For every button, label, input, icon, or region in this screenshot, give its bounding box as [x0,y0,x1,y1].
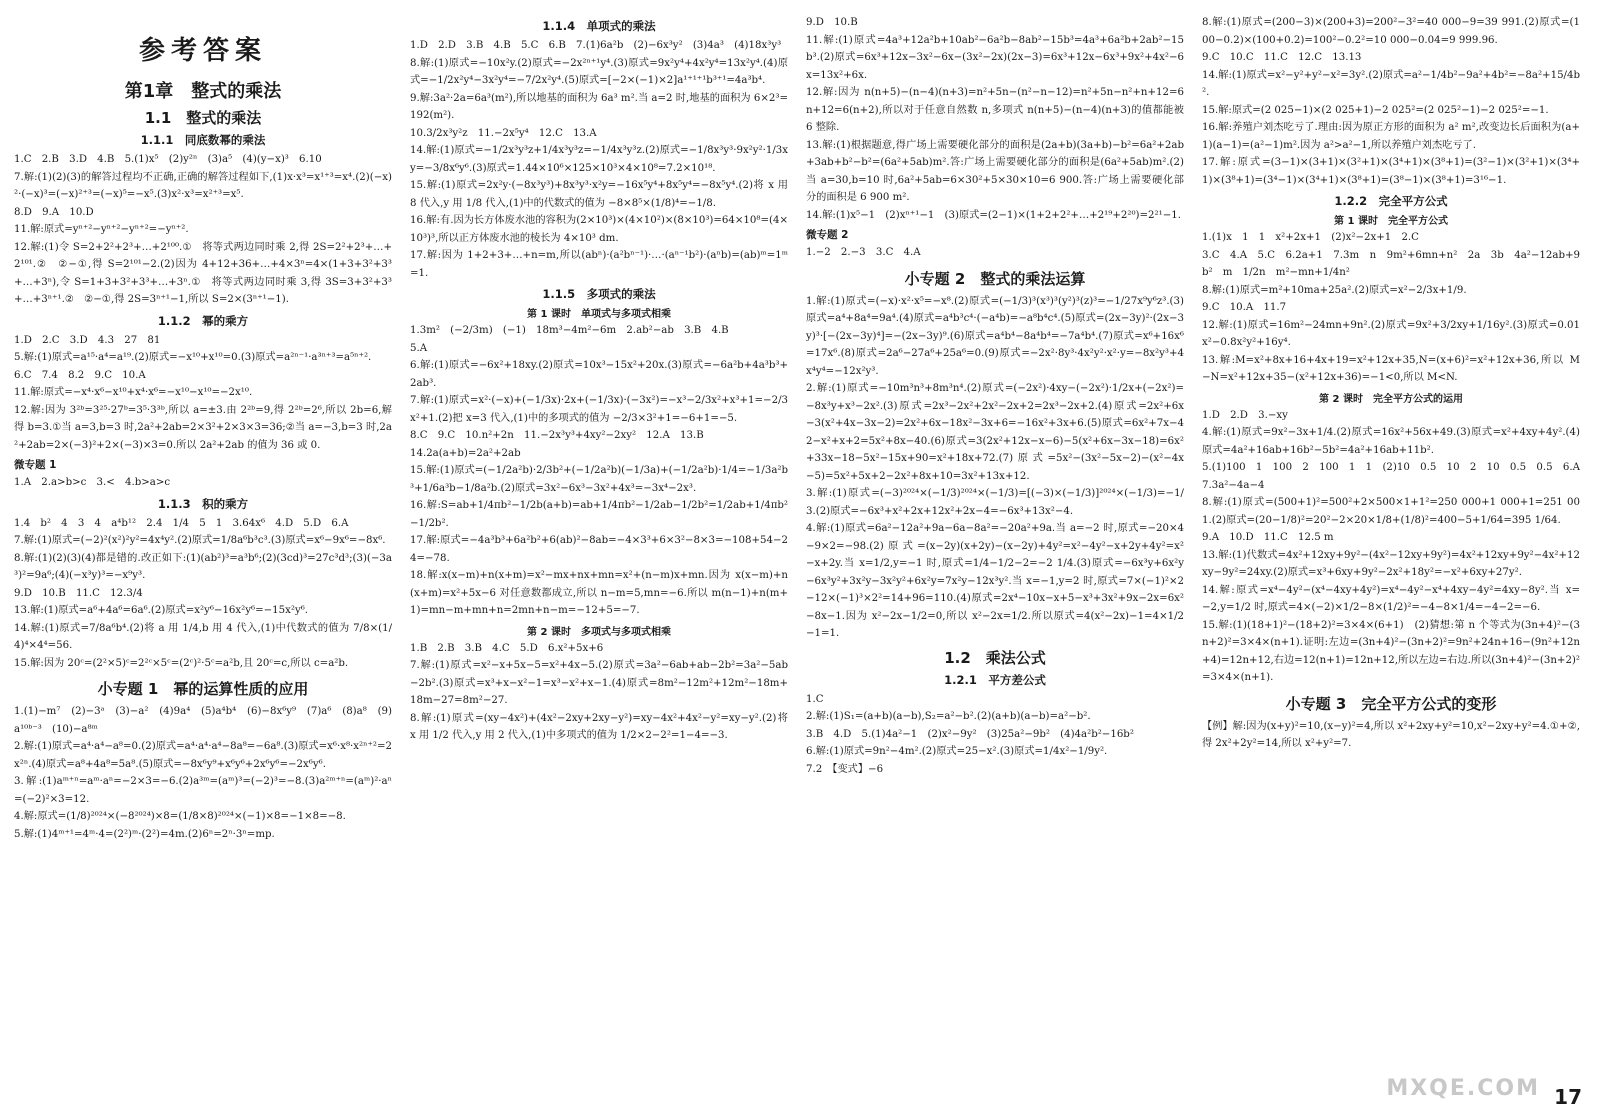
answer-column-2 [410,14,788,1104]
answer-line: 4.解:(1)原式=6a²−12a²+9a−6a−8a²=−20a²+9a.当 a=−2 时,原式=−20×4−9×2=−98.(2)原式=(x−2y)(x+2y)−(x−2y)+4y²=x²−4y²−x+2y+4y²=x²−x+2y.当 x=1/2,y=−1 时,原式=1/4−1/2−2=−2 1/4.(3)原式=−6x³y+6x²y−6x³y²+3x²y−3x²y²+6x²y=7x²y−12x³y².当 x=−1,y=2 时,原式=7×(−1)²×2−12×(−1)³×2²=14+96=110.(4)原式=2x⁴−10x−x+5−x³+3x²+9x−2x=6x²−8x−1.因为 x²−2x−1/2=0,所以 x²−2x=1/2.所以原式=4(x²−2x)−1=4×1/2−1=1. [806,523,1184,639]
micro-topic-heading: 微专题 1 [14,459,57,471]
subsection-heading: 1.2.1 平方差公式 [944,672,1046,687]
answer-line: 1.(1)−m⁷ (2)−3ᵃ (3)−a² (4)9a⁴ (5)a⁴b⁴ (6)−8x⁶y⁹ (7)a⁶ (8)a⁸ (9)a¹⁰ᵇ⁻³ (10)−a⁸ᵐ [14,706,392,735]
subsection-heading: 1.1.2 幂的乘方 [157,313,249,328]
answer-line: 13.解:(1)代数式=4x²+12xy+9y²−(4x²−12xy+9y²)=4x²+12xy+9y²−4x²+12xy−9y²=24xy.(2)原式=x³+6xy+9y²−2x²+18y²=−x²+6xy+27y². [1202,549,1580,578]
answer-line: 17.解:原式=−4a³b³+6a²b²+6(ab)²−8ab=−4×3³+6×3²−8×3=−108+54−24=−78. [410,535,788,564]
micro-topic-heading: 微专题 2 [806,229,849,241]
answer-line: 8.解:(1)原式=(200−3)×(200+3)=200²−3²=40 000−9=39 991.(2)原式=(100−0.2)×(100+0.2)=100²−0.2²=10 000−0.04=9 999.96. [1202,17,1580,46]
answer-line: 8.解:(1)原式=m²+10ma+25a².(2)原式=x²−2/3x+1/9. [1202,284,1467,296]
answer-line: 11.解:原式=−x⁴·x⁶−x¹⁰+x⁴·x⁶=−x¹⁰−x¹⁰=−2x¹⁰. [14,387,253,398]
answer-line: 2.解:(1)S₁=(a+b)(a−b),S₂=a²−b².(2)(a+b)(a−b)=a²−b². [806,711,1091,722]
answer-line: 5.A [410,342,428,354]
answer-line: 2.解:(1)原式=a⁴·a⁴−a⁸=0.(2)原式=a⁴·a⁴·a⁴−8a⁸=−6a⁸.(3)原式=x⁶·x⁸·x²ⁿ⁺²=2x²ⁿ.(4)原式=a⁸+4a⁸=5a⁸.(5)原式=−8x⁶y⁹+x⁶y⁶+2x⁶y⁶=−2x⁶y⁶. [14,741,392,770]
answer-line: 1.A 2.a>b>c 3.< 4.b>a>c [14,477,171,488]
answer-line: 12.解:(1)原式=16m²−24mn+9n².(2)原式=9x²+3/2xy+1/16y².(3)原式=0.01x²−0.8x²y²+16y⁴. [1202,319,1580,348]
answer-line: 9.解:3a²·2a=6a³(m²),所以地基的面积为 6a³ m².当 a=2 时,地基的面积为 6×2³=192(m²). [410,92,788,121]
answer-line: 15.解:(1)(18+1)²−(18+2)²=3×4×(6+1) (2)猜想:第 n 个等式为(3n+4)²−(3n+2)²=3×4×(n+1).证明:左边=(3n+4)²−(3n+2)²=9n²+24n+16−(9n²+12n+4)=12n+12,右边=12(n+1)=12n+12,所以左边=右边.所以(3n+4)²−(3n+2)²=3×4×(n+1). [1202,619,1580,683]
special-topic-heading: 小专题 3 完全平方公式的变形 [1285,694,1497,713]
answer-line: 2.解:(1)原式=−10m³n³+8m³n⁴.(2)原式=(−2x²)·4xy−(−2x²)·1/2x+(−2x²)=−8x³y+x³−2x².(3)原式=2x³−2x²+2x²−2x+2=2x³−2x+2.(4)原式=2x²+6x−3(x²+4x−3x−2)=2x²+6x−18x²−3x+6=−16x²+3x+6.(5)原式=6x²+7x−42−x²+x+2=5x²+8x−40.(6)原式=3(2x²+12x−x−6)−5(x²+6x−3x−18)=6x²+33x−18−5x²−15x+90=x²+18x+72.(7)原式=5x²−(3x²−5x−2)−(x²−4x−5)=5x²+5x+2−2x²+8x+10=3x²+13x+12. [806,383,1184,482]
answer-line: 1.C 2.B 3.D 4.B 5.(1)x⁵ (2)y²ⁿ (3)a⁵ (4)(y−x)³ 6.10 [14,154,322,165]
answer-line: 1.D 2.C 3.D 4.3 27 81 [14,334,161,346]
answer-line: 1.(1)x 1 1 x²+2x+1 (2)x²−2x+1 2.C [1202,232,1419,243]
answer-line: 14.解:(1)原式=x²−y²+y²−x²=3y².(2)原式=a²−1/4b²−9a²+4b²=−8a²+15/4b². [1202,69,1580,98]
answer-line: 7.解:(1)原式=(−2)²(x²)²y²=4x⁴y².(2)原式=1/8a⁶b³c³.(3)原式=x⁶−9x⁶=−8x⁶. [14,535,386,546]
answer-line: 1.4 b² 4 3 4 a⁴b¹² 2.4 1/4 5 1 3.64x⁶ 4.D 5.D 6.A [14,517,349,529]
answer-line: 7.解:(1)(2)(3)的解答过程均不正确,正确的解答过程如下,(1)x·x³=x¹⁺³=x⁴.(2)(−x)²·(−x)³=(−x)²⁺³=(−x)⁵=−x⁵.(3)x²·x³=x²⁺³=x⁵. [14,171,392,200]
lesson-heading: 第 2 课时 完全平方公式的运用 [1319,393,1463,405]
answer-line: 16.解:养殖户刘杰吃亏了.理由:因为原正方形的面积为 a² m²,改变边长后面积为(a+1)(a−1)=(a²−1)m².因为 a²>a²−1,所以养殖户刘杰吃亏了. [1202,122,1580,151]
chapter-heading: 第1章 整式的乘法 [124,81,282,102]
section-heading: 1.2 乘法公式 [944,648,1046,667]
section-heading: 1.1 整式的乘法 [144,109,262,127]
answer-line: 14.解:(1)原式=7/8a⁶b⁴.(2)将 a 用 1/4,b 用 4 代入,(1)中代数式的值为 7/8×(1/4)⁴×4⁴=56. [14,622,392,651]
answer-line: 12.解:因为 3²ᵇ=3²⁵·27ᵇ=3⁵·3³ᵇ,所以 a=±3.由 2²ᵇ=9,得 2²ᵇ=2⁶,所以 2b=6,解得 b=3.①当 a=3,b=3 时,2a²+2ab=2×3²+2×3×3=36;②当 a=−3,b=3 时,2a²+2ab=2×(−3)²+2×(−3)×3=0.所以 2a²+2ab 的值为 36 或 0. [14,404,392,451]
answer-line: 6.C 7.4 8.2 9.C 10.A [14,369,146,381]
page-title: 参考答案 [138,36,267,66]
answer-line: 13.解:(1)原式=a⁶+4a⁶=6a⁶.(2)原式=x²y⁶−16x²y⁶=−15x²y⁶. [14,605,309,616]
answer-line: 5.(1)100 1 100 2 100 1 1 (2)10 0.5 10 2 10 0.5 0.5 6.A 7.3a²−4a−4 [1202,462,1591,491]
answer-line: 1.B 2.B 3.B 4.C 5.D 6.x²+5x+6 [410,642,604,654]
answer-line: 9.D 10.B 11.C 12.3/4 [14,587,143,599]
answer-line: 11.解:原式=yⁿ⁺²−yⁿ⁺²−yⁿ⁺²=−yⁿ⁺². [14,224,189,235]
answer-line: 【例】解:因为(x+y)²=10,(x−y)²=4,所以 x²+2xy+y²=10,x²−2xy+y²=4.①+②,得 2x²+2y²=14,所以 x²+y²=7. [1202,720,1580,749]
answer-line: 6.解:(1)原式=−6x²+18xy.(2)原式=10x³−15x²+20x.(3)原式=−6a²b+4a³b³+2ab³. [410,360,788,389]
answer-line: 8.解:(1)原式=−10x²y.(2)原式=−2x²ⁿ⁺¹y⁴.(3)原式=9x²y⁴+4x²y⁴=13x²y⁴.(4)原式=−1/2x²y⁴−3x²y⁴=−7/2x²y⁴.(5)原式=[−2×(−1)×2]a¹⁺¹⁺¹b³⁺¹=4a³b⁴. [410,57,788,86]
answer-line: 14.解:(1)原式=−1/2x³y³z+1/4x³y³z=−1/4x³y³z.(2)原式=−1/8x³y³·9x²y²·1/3xy=−3/8x⁶y⁶.(3)原式=1.44×10⁶×125×10³×4×10⁸=7.2×10¹⁸. [410,145,788,174]
answer-line: 18.解:x(x−m)+n(x+m)=x²−mx+nx+mn=x²+(n−m)x+mn.因为 x(x−m)+n(x+m)=x²+5x−6 对任意数都成立,所以 n−m=5,mn=−6.所以 m(n−1)+n(m+1)=mn−m+mn+n=2mn+n−m=−12+5=−7. [410,570,788,616]
answer-line: 8.解:(1)(2)(3)(4)都是错的.改正如下:(1)(ab²)³=a³b⁶;(2)(3cd)³=27c³d³;(3)(−3a³)²=9a⁶;(4)(−x³y)³=−x⁹y³. [14,552,392,581]
answer-line: 7.解:(1)原式=x²·(−x)+(−1/3x)·2x+(−1/3x)·(−3x²)=−x³−2/3x²+x³+1=−2/3x²+1.(2)把 x=3 代入,(1)中的多项式的值为 −2/3×3²+1=−6+1=−5. [410,395,788,424]
lesson-heading: 第 2 课时 多项式与多项式相乘 [527,626,671,638]
answer-line: 16.解:有.因为长方体废水池的容积为(2×10³)×(4×10²)×(8×10³)=64×10⁸=(4×10³)³,所以正方体废水池的棱长为 4×10³ dm. [410,215,788,244]
special-topic-heading: 小专题 2 整式的乘法运算 [904,269,1086,288]
answer-line: 1.−2 2.−3 3.C 4.A [806,247,921,258]
answer-line: 9.A 10.D 11.C 12.5 m [1202,532,1334,543]
answer-line: 15.解:原式=(2 025−1)×(2 025+1)−2 025²=(2 025²−1)−2 025²=−1. [1202,104,1549,116]
answer-line: 9.C 10.A 11.7 [1202,302,1287,313]
answer-line: 9.C 10.C 11.C 12.C 13.13 [1202,52,1362,63]
answer-line: 15.解:(1)原式=2x²y·(−8x³y³)+8x³y³·x²y=−16x⁵y⁴+8x⁵y⁴=−8x⁵y⁴.(2)将 x 用 8 代入,y 用 1/8 代入,(1)中的代数式的值为 −8×8⁵×(1/8)⁴=−1/8. [410,180,788,209]
answer-line: 1.3m² (−2/3m) (−1) 18m³−4m²−6m 2.ab²−ab 3.B 4.B [410,325,729,336]
answer-line: 17.解:原式=(3−1)×(3+1)×(3²+1)×(3⁴+1)×(3⁸+1)=(3²−1)×(3²+1)×(3⁴+1)×(3⁸+1)=(3⁴−1)×(3⁴+1)×(3⁸+1)=(3⁸−1)×(3⁸+1)=3¹⁶−1. [1202,157,1580,186]
answer-line: 3.C 4.A 5.C 6.2a+1 7.3m n 9m²+6mn+n² 2a 3b 4a²−12ab+9b² m 1/2n m²−mn+1/4n² [1202,249,1580,278]
answer-line: 1.D 2.D 3.−xy [1202,409,1288,421]
subsection-heading: 1.1.5 多项式的乘法 [542,287,656,301]
answer-line: 5.解:(1)4ᵐ⁺¹=4ᵐ·4=(2²)ᵐ·(2²)=4m.(2)6ⁿ=2ⁿ·3ⁿ=mp. [14,828,275,840]
answer-line: 7.2 【变式】−6 [806,763,884,775]
answer-line: 15.解:因为 20ᶜ=(2²×5)ᶜ=2²ᶜ×5ᶜ=(2ᶜ)²·5ᶜ=a²b,且 20ᶜ=c,所以 c=a²b. [14,657,349,669]
answer-line: 13.解:(1)根据题意,得广场上需要硬化部分的面积是(2a+b)(3a+b)−b²=6a²+2ab+3ab+b²−b²=(6a²+5ab)m².答:广场上需要硬化部分的面积是(6a²+5ab)m².(2)当 a=30,b=10 时,6a²+5ab=6×30²+5×30×10=6 900.答:广场上需要硬化部分的面积是 6 900 m². [806,139,1184,203]
answer-line: 3.解:(1)原式=(−3)²⁰²⁴×(−1/3)²⁰²⁴×(−1/3)=[(−3)×(−1/3)]²⁰²⁴×(−1/3)=−1/3.(2)原式=−6x³+x²+2x+12x²+2x−4=−6x³+13x²−4. [806,488,1184,517]
page-number: 17 [1554,1085,1582,1109]
answer-line: 16.解:S=ab+1/4πb²−1/2b(a+b)=ab+1/4πb²−1/2ab−1/2b²=1/2ab+1/4πb²−1/2b². [410,500,788,529]
answer-line: 5.解:(1)原式=a¹⁵·a⁴=a¹⁹.(2)原式=−x¹⁰+x¹⁰=0.(3)原式=a²ⁿ⁻¹·a³ⁿ⁺³=a⁵ⁿ⁺². [14,352,372,363]
answer-line: 13.解:M=x²+8x+16+4x+19=x²+12x+35,N=(x+6)²=x²+12x+36,所以 M−N=x²+12x+35−(x²+12x+36)=−1<0,所以 M<N. [1202,354,1580,383]
answer-line: 4.解:(1)原式=9x²−3x+1/4.(2)原式=16x²+56x+49.(3)原式=x²+4xy+4y².(4)原式=4a²+16ab+16b²−5b²=4a²+16ab+11b². [1202,427,1580,456]
subsection-heading: 1.2.2 完全平方公式 [1334,194,1448,208]
answer-line: 3.B 4.D 5.(1)4a²−1 (2)x²−9y² (3)25a²−9b² (4)4a²b²−16b² [806,728,1134,740]
answer-line: 17.解:因为 1+2+3+…+n=m,所以(abⁿ)·(a²bⁿ⁻¹)·…·(aⁿ⁻¹b²)·(aⁿb)=(ab)ᵐ=1ᵐ=1. [410,250,788,279]
lesson-heading: 第 1 课时 单项式与多项式相乘 [527,309,671,320]
answer-line: 14.解:原式=x⁴−4y²−(x⁴−4xy+4y²)=x⁴−4y²−x⁴+4xy−4y²=4xy−8y².当 x=−2,y=1/2 时,原式=4×(−2)×1/2−8×(1/2)²=−4−8×1/4=−4−2=−6. [1202,584,1580,613]
subsection-heading: 1.1.4 单项式的乘法 [542,19,656,33]
answer-line: 15.解:(1)原式=(−1/2a²b)·2/3b²+(−1/2a²b)(−1/3a)+(−1/2a²b)·1/4=−1/3a²b³+1/6a³b−1/8a²b.(2)原式=3x²−6x³−3x²+4x³=−3x⁴−2x³. [410,465,788,494]
answer-column-1 [14,14,392,1104]
lesson-heading: 第 1 课时 完全平方公式 [1334,216,1448,227]
answer-line: 1.解:(1)原式=(−x)·x²·x⁵=−x⁸.(2)原式=(−1/3)³(x³)³(y²)³(z)³=−1/27x⁹y⁶z³.(3)原式=a⁴+8a⁴=9a⁴.(4)原式=a⁴b³c⁴·(−a⁴b)=−a⁸b⁴c⁴.(5)原式=(2x−3y)²·(2x−3y)³·[−(2x−3y)⁴]=−(2x−3y)⁹.(6)原式=a⁴b⁴−8a⁴b⁴=−7a⁴b⁴.(7)原式=x⁶+16x⁶=17x⁶.(8)原式=2a⁶−27a⁶+25a⁶=0.(9)原式=−2x²·8y³·4x²y²·x²·y=−8x²y³+4x⁴y⁴=−12x²y³. [806,295,1184,377]
answer-column-4 [1202,14,1591,1104]
answer-column-3 [806,14,1184,1104]
answer-line: 1.D 2.D 3.B 4.B 5.C 6.B 7.(1)6a²b (2)−6x³y² (3)4a³ (4)18x³y³ [410,40,782,51]
answer-line: 8.C 9.C 10.n²+2n 11.−2x³y³+4xy²−2xy² 12.A 13.B [410,430,704,441]
answer-line: 14.2a(a+b)=2a²+2ab [410,447,521,459]
answer-line: 11.解:(1)原式=4a³+12a²b+10ab²−6a²b−8ab²−15b³=4a³+6a²b+2ab²−15b³.(2)原式=6x³+12x−3x²−6x−(3x²−2x)(2x−3)=6x³+12x−6x³+9x²+4x²−6x=13x²+6x. [806,34,1184,81]
answer-line: 3.解:(1)aᵐ⁺ⁿ=aᵐ·aⁿ=−2×3=−6.(2)a³ᵐ=(aᵐ)³=(−2)³=−8.(3)a²ᵐ⁺ⁿ=(aᵐ)²·aⁿ=(−2)²×3=12. [14,776,392,805]
answer-line: 10.3/2x³y²z 11.−2x⁵y⁴ 12.C 13.A [410,127,597,139]
answer-line: 12.解:因为 n(n+5)−(n−4)(n+3)=n²+5n−(n²−n−12)=n²+5n−n²+n+12=6n+12=6(n+2),所以对于任意自然数 n,多项式 n(n+5)−(n−4)(n+3)的值都能被 6 整除. [806,87,1184,133]
subsection-heading: 1.1.3 积的乘方 [157,496,249,511]
answer-line: 12.解:(1)令 S=2+2²+2³+…+2¹⁰⁰.① 将等式两边同时乘 2,得 2S=2²+2³+…+2¹⁰¹.② ②−①,得 S=2¹⁰¹−2.(2)因为 4+12+36+…+4×3ⁿ=4×(1+3+3²+3³+…+3ⁿ),令 S=1+3+3²+3³+…+3ⁿ.① 将等式两边同时乘 3,得 3S=3+3²+3³+…+3ⁿ⁺¹.② ②−①,得 2S=3ⁿ⁺¹−1,所以 S=2×(3ⁿ⁺¹−1). [14,241,392,305]
watermark: MXQE.COM [1386,1076,1540,1101]
answer-line: 4.解:原式=(1/8)²⁰²⁴×(−8²⁰²⁴)×8=(1/8×8)²⁰²⁴×(−1)×8=−1×8=−8. [14,811,346,822]
answer-line: 7.解:(1)原式=x²−x+5x−5=x²+4x−5.(2)原式=3a²−6ab+ab−2b²=3a²−5ab−2b².(3)原式=x³+x−x²−1=x³−x²+x−1.(4)原式=8m²−12m²+12m²−18m+18m−27=8m²−27. [410,660,788,706]
special-topic-heading: 小专题 1 幂的运算性质的应用 [97,680,309,698]
answer-line: 8.解:(1)原式=(500+1)²=500²+2×500×1+1²=250 000+1 000+1=251 001.(2)原式=(20−1/8)²=20²−2×20×1/8+(1/8)²=400−5+1/64=395 1/64. [1202,497,1580,526]
answer-line: 8.解:(1)原式=(xy−4x²)+(4x²−2xy+2xy−y²)=xy−4x²+4x²−y²=xy−y².(2)将 x 用 1/2 代入,y 用 2 代入,(1)中多项式的值为 1/2×2−2²=1−4=−3. [410,712,788,741]
answer-line: 1.C [806,693,824,705]
answer-line: 8.D 9.A 10.D [14,206,94,218]
subsection-heading: 1.1.1 同底数幂的乘法 [140,133,266,147]
answer-line: 14.解:(1)x⁵−1 (2)xⁿ⁺¹−1 (3)原式=(2−1)×(1+2+2²+…+2¹⁹+2²⁰)=2²¹−1. [806,209,1181,221]
answer-line: 9.D 10.B [806,17,858,28]
answer-line: 6.解:(1)原式=9n²−4m².(2)原式=25−x².(3)原式=1/4x²−1/9y². [806,746,1108,757]
